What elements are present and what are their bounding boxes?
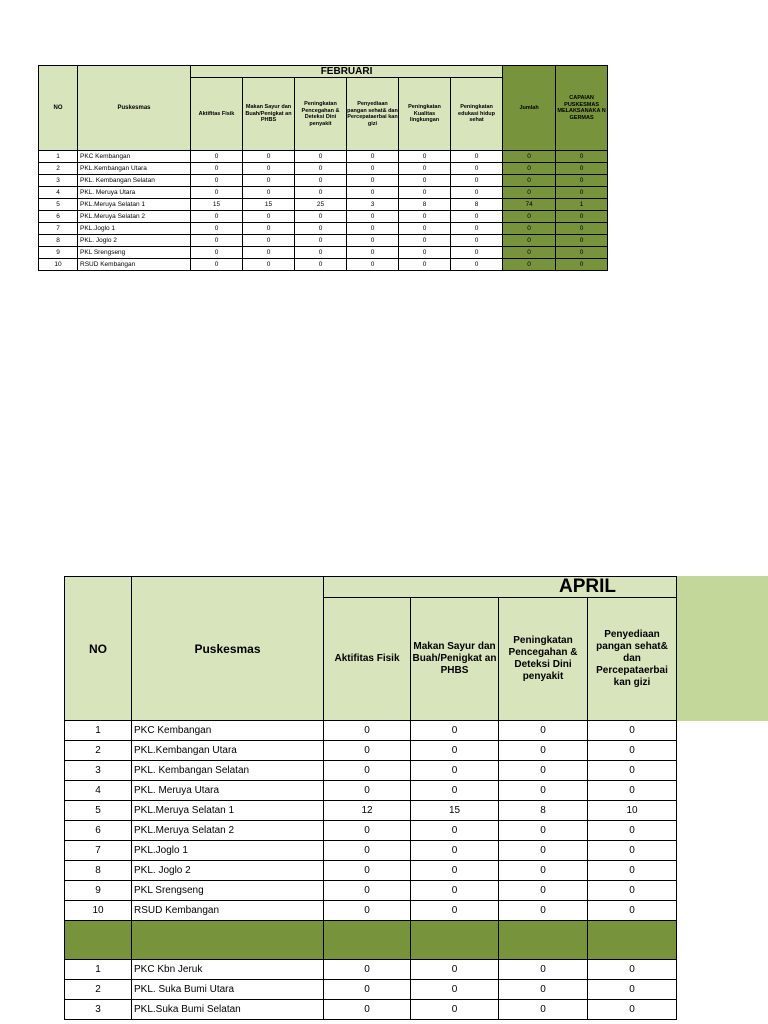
table-row <box>65 721 677 741</box>
header-puskesmas: Puskesmas <box>78 66 191 151</box>
value-cell: 0 <box>411 960 499 980</box>
value-cell: 0 <box>295 259 347 271</box>
table-row <box>39 211 608 223</box>
puskesmas-name: PKL.Meruya Selatan 1 <box>78 199 191 211</box>
value-cell: 0 <box>295 187 347 199</box>
capaian-cell: 0 <box>556 247 608 259</box>
value-cell: 0 <box>399 223 451 235</box>
value-cell: 0 <box>191 235 243 247</box>
value-cell: 0 <box>499 1000 588 1020</box>
row-number: 9 <box>65 881 132 901</box>
table-row <box>65 960 677 980</box>
value-cell: 0 <box>499 960 588 980</box>
value-cell: 0 <box>191 259 243 271</box>
value-cell: 0 <box>191 175 243 187</box>
puskesmas-name: PKL.Joglo 1 <box>78 223 191 235</box>
value-cell: 0 <box>451 151 503 163</box>
value-cell: 0 <box>411 741 499 761</box>
value-cell: 0 <box>324 980 411 1000</box>
value-cell: 0 <box>411 861 499 881</box>
separator-cell <box>132 921 324 960</box>
row-number: 10 <box>39 259 78 271</box>
row-number: 2 <box>65 980 132 1000</box>
jumlah-cell: 0 <box>503 259 556 271</box>
value-cell: 0 <box>499 721 588 741</box>
value-cell: 0 <box>324 861 411 881</box>
table-row <box>65 821 677 841</box>
row-number: 6 <box>39 211 78 223</box>
value-cell: 0 <box>347 211 399 223</box>
value-cell: 0 <box>588 861 677 881</box>
value-cell: 0 <box>451 247 503 259</box>
value-cell: 0 <box>191 163 243 175</box>
capaian-cell: 1 <box>556 199 608 211</box>
separator-cell <box>324 921 411 960</box>
value-cell: 0 <box>347 235 399 247</box>
row-number: 8 <box>39 235 78 247</box>
row-number: 2 <box>65 741 132 761</box>
row-number: 3 <box>65 761 132 781</box>
value-cell: 0 <box>588 960 677 980</box>
value-cell: 8 <box>399 199 451 211</box>
value-cell: 0 <box>295 223 347 235</box>
value-cell: 0 <box>499 741 588 761</box>
value-cell: 25 <box>295 199 347 211</box>
value-cell: 0 <box>347 223 399 235</box>
value-cell: 0 <box>499 761 588 781</box>
value-cell: 0 <box>451 163 503 175</box>
value-cell: 0 <box>243 247 295 259</box>
puskesmas-name: PKL.Meruya Selatan 2 <box>132 821 324 841</box>
value-cell: 0 <box>451 259 503 271</box>
value-cell: 0 <box>324 841 411 861</box>
header-col-2: Makan Sayur dan Buah/Penigkat an PHBS <box>243 78 295 151</box>
value-cell: 0 <box>411 901 499 921</box>
header-jumlah: Jumlah <box>503 66 556 151</box>
header-puskesmas: Puskesmas <box>132 577 324 721</box>
capaian-cell: 0 <box>556 223 608 235</box>
table-row <box>39 175 608 187</box>
table-row <box>39 259 608 271</box>
month-title: FEBRUARI <box>191 66 503 78</box>
table-row <box>65 901 677 921</box>
value-cell: 0 <box>588 741 677 761</box>
row-number: 7 <box>39 223 78 235</box>
header-capaian: CAPAIAN PUSKESMAS MELAKSANAKA N GERMAS <box>556 66 608 151</box>
capaian-cell: 0 <box>556 235 608 247</box>
april-rows <box>65 721 677 1020</box>
capaian-cell: 0 <box>556 259 608 271</box>
capaian-cell: 0 <box>556 211 608 223</box>
table-row <box>39 163 608 175</box>
header-col-5: Peningkatan Kualitas lingkungan <box>399 78 451 151</box>
puskesmas-name: PKL Srengseng <box>132 881 324 901</box>
value-cell: 0 <box>588 881 677 901</box>
value-cell: 0 <box>399 247 451 259</box>
value-cell: 0 <box>499 841 588 861</box>
value-cell: 0 <box>451 187 503 199</box>
table-row <box>39 199 608 211</box>
value-cell: 0 <box>324 901 411 921</box>
row-number: 4 <box>39 187 78 199</box>
table-row <box>65 801 677 821</box>
value-cell: 0 <box>243 163 295 175</box>
value-cell: 0 <box>499 901 588 921</box>
value-cell: 0 <box>243 223 295 235</box>
header-col-2: Makan Sayur dan Buah/Penigkat an PHBS <box>411 598 499 721</box>
value-cell: 0 <box>324 960 411 980</box>
value-cell: 0 <box>347 163 399 175</box>
value-cell: 0 <box>451 175 503 187</box>
value-cell: 0 <box>399 187 451 199</box>
value-cell: 0 <box>347 247 399 259</box>
puskesmas-name: RSUD Kembangan <box>78 259 191 271</box>
jumlah-cell: 0 <box>503 175 556 187</box>
table-row <box>65 980 677 1000</box>
puskesmas-name: PKC Kembangan <box>78 151 191 163</box>
value-cell: 0 <box>588 821 677 841</box>
header-col-1: Aktifitas Fisik <box>324 598 411 721</box>
value-cell: 0 <box>411 781 499 801</box>
value-cell: 0 <box>411 761 499 781</box>
value-cell: 0 <box>411 980 499 1000</box>
table-row <box>39 223 608 235</box>
separator-cell <box>411 921 499 960</box>
separator-cell <box>588 921 677 960</box>
value-cell: 0 <box>399 151 451 163</box>
puskesmas-name: PKC Kembangan <box>132 721 324 741</box>
value-cell: 0 <box>588 781 677 801</box>
value-cell: 15 <box>411 801 499 821</box>
value-cell: 0 <box>295 247 347 259</box>
februari-rows <box>39 151 608 271</box>
value-cell: 0 <box>411 881 499 901</box>
value-cell: 0 <box>499 881 588 901</box>
jumlah-cell: 0 <box>503 211 556 223</box>
value-cell: 0 <box>499 821 588 841</box>
value-cell: 0 <box>191 187 243 199</box>
capaian-cell: 0 <box>556 151 608 163</box>
table-row <box>39 247 608 259</box>
table-row <box>65 861 677 881</box>
value-cell: 0 <box>324 1000 411 1020</box>
month-title: APRIL <box>324 577 677 598</box>
row-number: 9 <box>39 247 78 259</box>
row-number: 1 <box>65 721 132 741</box>
februari-table <box>38 65 608 271</box>
value-cell: 12 <box>324 801 411 821</box>
value-cell: 8 <box>451 199 503 211</box>
value-cell: 0 <box>243 151 295 163</box>
puskesmas-name: PKC Kbn Jeruk <box>132 960 324 980</box>
value-cell: 0 <box>324 781 411 801</box>
value-cell: 0 <box>191 151 243 163</box>
value-cell: 0 <box>243 235 295 247</box>
value-cell: 0 <box>243 175 295 187</box>
puskesmas-name: RSUD Kembangan <box>132 901 324 921</box>
value-cell: 15 <box>191 199 243 211</box>
puskesmas-name: PKL. Suka Bumi Utara <box>132 980 324 1000</box>
row-number: 5 <box>65 801 132 821</box>
separator-cell <box>65 921 132 960</box>
row-number: 8 <box>65 861 132 881</box>
header-col-1: Aktifitas Fisik <box>191 78 243 151</box>
header-no: NO <box>65 577 132 721</box>
value-cell: 0 <box>347 259 399 271</box>
value-cell: 0 <box>399 259 451 271</box>
value-cell: 0 <box>588 901 677 921</box>
jumlah-cell: 0 <box>503 151 556 163</box>
value-cell: 8 <box>499 801 588 821</box>
puskesmas-name: PKL Srengseng <box>78 247 191 259</box>
value-cell: 0 <box>324 741 411 761</box>
puskesmas-name: PKL. Joglo 2 <box>132 861 324 881</box>
value-cell: 0 <box>347 151 399 163</box>
value-cell: 0 <box>295 163 347 175</box>
header-col-4: Penyediaan pangan sehat& dan Percepataerbai kan gizi <box>588 598 677 721</box>
value-cell: 10 <box>588 801 677 821</box>
value-cell: 0 <box>451 235 503 247</box>
value-cell: 0 <box>295 211 347 223</box>
header-col-4: Penyediaan pangan sehat& dan Percepataerbai kan gizi <box>347 78 399 151</box>
capaian-cell: 0 <box>556 163 608 175</box>
table-row <box>65 781 677 801</box>
jumlah-cell: 74 <box>503 199 556 211</box>
value-cell: 0 <box>243 187 295 199</box>
value-cell: 0 <box>499 861 588 881</box>
value-cell: 0 <box>588 761 677 781</box>
row-number: 2 <box>39 163 78 175</box>
row-number: 3 <box>39 175 78 187</box>
jumlah-cell: 0 <box>503 235 556 247</box>
value-cell: 0 <box>324 821 411 841</box>
value-cell: 0 <box>588 980 677 1000</box>
value-cell: 0 <box>324 761 411 781</box>
value-cell: 0 <box>347 175 399 187</box>
table-row <box>65 881 677 901</box>
value-cell: 0 <box>295 235 347 247</box>
table-row <box>39 151 608 163</box>
value-cell: 0 <box>411 1000 499 1020</box>
value-cell: 0 <box>499 781 588 801</box>
value-cell: 0 <box>399 163 451 175</box>
header-col-3: Peningkatan Pencegahan & Deteksi Dini penyakit <box>295 78 347 151</box>
capaian-cell: 0 <box>556 187 608 199</box>
row-number: 1 <box>39 151 78 163</box>
puskesmas-name: PKL. Meruya Utara <box>132 781 324 801</box>
value-cell: 0 <box>588 721 677 741</box>
value-cell: 0 <box>411 721 499 741</box>
table-row <box>65 761 677 781</box>
value-cell: 0 <box>324 721 411 741</box>
puskesmas-name: PKL.Meruya Selatan 2 <box>78 211 191 223</box>
row-number: 3 <box>65 1000 132 1020</box>
value-cell: 0 <box>411 841 499 861</box>
april-header-extension <box>676 576 768 721</box>
row-number: 5 <box>39 199 78 211</box>
value-cell: 0 <box>399 211 451 223</box>
value-cell: 3 <box>347 199 399 211</box>
value-cell: 0 <box>399 235 451 247</box>
puskesmas-name: PKL.Meruya Selatan 1 <box>132 801 324 821</box>
value-cell: 0 <box>451 211 503 223</box>
section-separator <box>65 921 677 960</box>
jumlah-cell: 0 <box>503 163 556 175</box>
row-number: 6 <box>65 821 132 841</box>
row-number: 4 <box>65 781 132 801</box>
puskesmas-name: PKL. Meruya Utara <box>78 187 191 199</box>
value-cell: 0 <box>191 223 243 235</box>
header-col-3: Peningkatan Pencegahan & Deteksi Dini penyakit <box>499 598 588 721</box>
value-cell: 0 <box>324 881 411 901</box>
puskesmas-name: PKL.Joglo 1 <box>132 841 324 861</box>
jumlah-cell: 0 <box>503 247 556 259</box>
table-row <box>65 841 677 861</box>
puskesmas-name: PKL.Kembangan Utara <box>132 741 324 761</box>
value-cell: 0 <box>243 259 295 271</box>
value-cell: 0 <box>243 211 295 223</box>
jumlah-cell: 0 <box>503 187 556 199</box>
row-number: 10 <box>65 901 132 921</box>
capaian-cell: 0 <box>556 175 608 187</box>
april-table <box>64 576 677 1020</box>
value-cell: 0 <box>411 821 499 841</box>
table-row <box>65 1000 677 1020</box>
header-col-6: Peningkatan edukasi hidup sehat <box>451 78 503 151</box>
value-cell: 0 <box>451 223 503 235</box>
value-cell: 0 <box>347 187 399 199</box>
value-cell: 0 <box>191 211 243 223</box>
row-number: 1 <box>65 960 132 980</box>
puskesmas-name: PKL. Joglo 2 <box>78 235 191 247</box>
value-cell: 0 <box>588 1000 677 1020</box>
row-number: 7 <box>65 841 132 861</box>
value-cell: 0 <box>588 841 677 861</box>
value-cell: 0 <box>295 151 347 163</box>
puskesmas-name: PKL. Kembangan Selatan <box>132 761 324 781</box>
jumlah-cell: 0 <box>503 223 556 235</box>
table-row <box>65 741 677 761</box>
table-row <box>39 187 608 199</box>
separator-cell <box>499 921 588 960</box>
value-cell: 0 <box>191 247 243 259</box>
table-row <box>39 235 608 247</box>
value-cell: 0 <box>399 175 451 187</box>
puskesmas-name: PKL.Kembangan Utara <box>78 163 191 175</box>
value-cell: 15 <box>243 199 295 211</box>
value-cell: 0 <box>295 175 347 187</box>
puskesmas-name: PKL. Kembangan Selatan <box>78 175 191 187</box>
header-no: NO <box>39 66 78 151</box>
puskesmas-name: PKL.Suka Bumi Selatan <box>132 1000 324 1020</box>
value-cell: 0 <box>499 980 588 1000</box>
